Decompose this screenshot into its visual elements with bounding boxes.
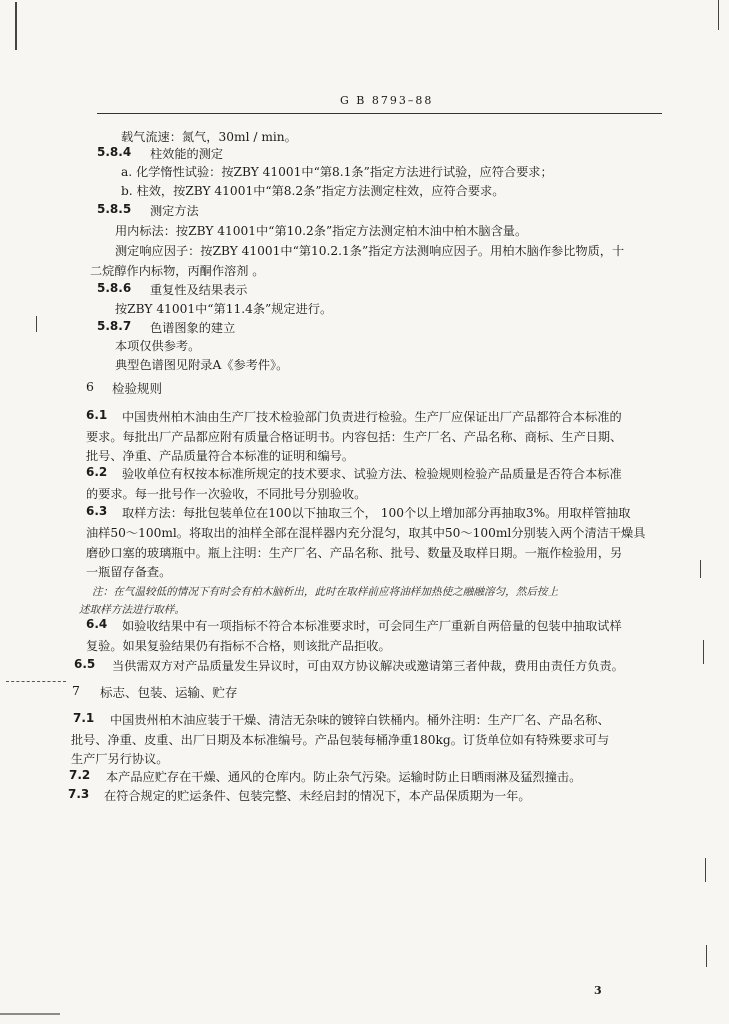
carrier-gas-line: 载气流速：氮气，30ml / min。 <box>121 130 297 144</box>
clause-title: 重复性及结果表示 <box>150 283 248 297</box>
paragraph-line: 中国贵州柏木油由生产厂技术检验部门负责进行检验。生产厂应保证出厂产品都符合本标准的 <box>122 410 622 424</box>
margin-mark <box>6 681 66 682</box>
page-number: 3 <box>594 984 602 997</box>
clause-number: 6.3 <box>86 504 108 518</box>
paragraph-line: 二烷醇作内标物，丙酮作溶剂 。 <box>90 264 265 278</box>
paragraph-line: 本项仅供参考。 <box>115 339 201 353</box>
scan-artifact <box>15 2 17 50</box>
paragraph-line: 一瓶留存备查。 <box>86 565 172 579</box>
scan-artifact <box>0 1013 60 1015</box>
clause-number: 5.8.6 <box>97 281 132 295</box>
list-item: a. 化学惰性试验：按ZBY 41001中“第8.1条”指定方法进行试验，应符合要求； <box>121 165 553 179</box>
clause-title: 色谱图象的建立 <box>150 321 236 335</box>
paragraph-line: 要求。每批出厂产品都应附有质量合格证明书。内容包括：生产厂名、产品名称、商标、生产日期、 <box>86 430 623 444</box>
scan-artifact <box>36 316 37 332</box>
paragraph-line: 测定响应因子：按ZBY 41001中“第10.2.1条”指定方法测响应因子。用柏木脑作参比物质，十 <box>115 244 625 258</box>
section-heading: 标志、包装、运输、贮存 <box>100 685 238 700</box>
paragraph-line: 验收单位有权按本标准所规定的技术要求、试验方法、检验规则检验产品质量是否符合本标准 <box>122 467 622 481</box>
scan-artifact <box>705 858 706 882</box>
paragraph-line: 批号、净重、产品质量符合本标准的证明和编号。 <box>86 449 355 463</box>
paragraph-line: 取样方法：每批包装单位在100以下抽取三个， 100个以上增加部分再抽取3%。用取样管抽取 <box>122 506 631 520</box>
clause-number: 6.4 <box>86 617 108 631</box>
section-number: 6 <box>86 379 94 394</box>
clause-number: 7.2 <box>69 768 91 782</box>
paragraph-line: 批号、净重、皮重、出厂日期及本标准编号。产品包装每桶净重180kg。订货单位如有特殊要求可与 <box>71 733 610 747</box>
scan-artifact <box>703 640 704 664</box>
clause-number: 7.3 <box>68 787 90 801</box>
paragraph-line: 本产品应贮存在干燥、通风的仓库内。防止杂气污染。运输时防止日晒雨淋及猛烈撞击。 <box>106 770 582 784</box>
paragraph-line: 当供需双方对产品质量发生异议时，可由双方协议解决或邀请第三者仲裁，费用由责任方负责。 <box>112 659 624 673</box>
paragraph-line: 的要求。每一批号作一次验收，不同批号分别验收。 <box>86 487 367 501</box>
list-item: b. 柱效，按ZBY 41001中“第8.2条”指定方法测定柱效，应符合要求。 <box>121 184 505 198</box>
paragraph-line: 生产厂另行协议。 <box>71 752 169 766</box>
paragraph-line: 典型色谱图见附录A《参考件》。 <box>115 358 289 372</box>
paragraph-line: 油样50～100ml。将取出的油样全部在混样器内充分混匀，取其中50～100ml分别装入两个清洁干燥具 <box>86 526 646 540</box>
note-line: 注：在气温较低的情况下有时会有柏木脑析出，此时在取样前应将油样加热使之融融溶匀，然后按上 <box>92 586 559 598</box>
scan-artifact <box>706 945 707 967</box>
clause-title: 柱效能的测定 <box>150 147 224 161</box>
section-heading: 检验规则 <box>112 381 163 396</box>
clause-number: 5.8.7 <box>97 319 132 333</box>
paragraph-line: 用内标法：按ZBY 41001中“第10.2条”指定方法测定柏木油中柏木脑含量。 <box>115 224 528 238</box>
standard-number: G B 8793–88 <box>340 94 434 107</box>
paragraph-line: 中国贵州柏木油应装于干燥、清洁无杂味的镀锌白铁桶内。桶外注明：生产厂名、产品名称、 <box>110 713 610 727</box>
scan-artifact <box>718 0 719 30</box>
clause-number: 6.5 <box>74 657 96 671</box>
clause-number: 7.1 <box>73 711 95 725</box>
clause-number: 6.2 <box>86 465 108 479</box>
scan-artifact <box>700 560 701 578</box>
clause-number: 6.1 <box>86 408 108 422</box>
clause-number: 5.8.4 <box>97 145 132 159</box>
paragraph-line: 在符合规定的贮运条件、包装完整、未经启封的情况下，本产品保质期为一年。 <box>104 789 531 803</box>
paragraph-line: 如验收结果中有一项指标不符合本标准要求时，可会同生产厂重新自两倍量的包装中抽取试样 <box>122 619 622 633</box>
paragraph-line: 复验。如果复验结果仍有指标不合格，则该批产品拒收。 <box>86 639 391 653</box>
header-rule <box>97 113 662 114</box>
paragraph-line: 磨砂口塞的玻璃瓶中。瓶上注明：生产厂名、产品名称、批号、数量及取样日期。一瓶作检验用，另 <box>86 546 623 560</box>
note-line: 述取样方法进行取样。 <box>79 604 185 616</box>
clause-title: 测定方法 <box>150 204 199 218</box>
clause-number: 5.8.5 <box>97 202 132 216</box>
section-number: 7 <box>72 683 80 698</box>
paragraph-line: 按ZBY 41001中“第11.4条”规定进行。 <box>115 302 333 316</box>
